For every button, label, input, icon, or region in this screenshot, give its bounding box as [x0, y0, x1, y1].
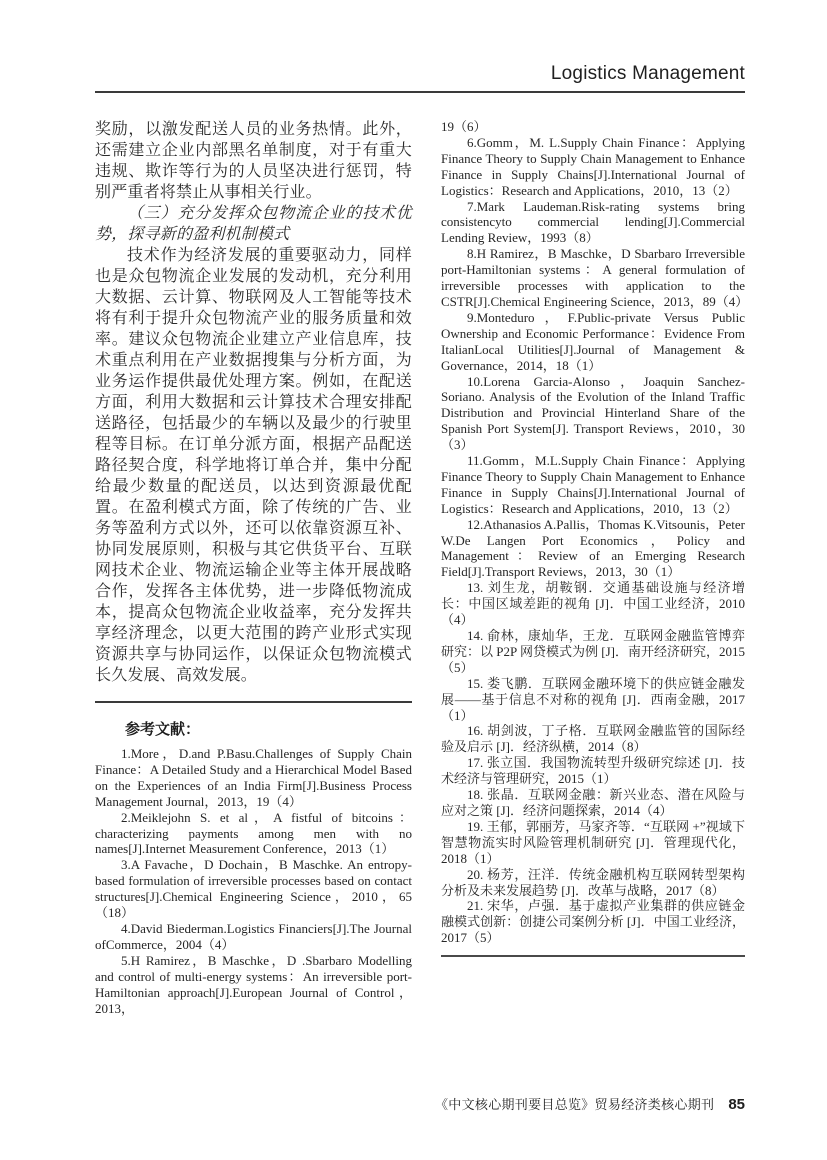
reference-item: 4.David Biederman.Logistics Financiers[J].The Journal ofCommerce，2004（4） [95, 920, 412, 952]
reference-item: 5.H Ramirez，B Maschke，D .Sbarbaro Modelling and control of multi-energy systems：An irreversible port-Hamiltonian approach[J].European Journal of Control，2013， [95, 952, 412, 1016]
journal-index-note: 《中文核心期刊要目总览》贸易经济类核心期刊 [435, 1097, 715, 1112]
left-column [95, 119, 412, 1016]
reference-item: 13. 刘生龙，胡鞍钢．交通基础设施与经济增长：中国区域差距的视角 [J]．中国工业经济，2010（4） [441, 580, 745, 628]
reference-item: 12.Athanasios A.Pallis，Thomas K.Vitsounis，Peter W.De Langen Port Economics，Policy and Management：Review of an Emerging Research Field[J].Transport Reviews，2013，30（1） [441, 516, 745, 580]
running-head-title: Logistics Management [550, 63, 745, 84]
reference-item: 10.Lorena Garcia-Alonso，Joaquin Sanchez-Soriano. Analysis of the Evolution of the Inland Traffic Distribution and Provincial Hinterland Share of the Spanish Port System[J]. Transport Reviews，2010，30（3） [441, 373, 745, 453]
reference-item: 14. 俞林，康灿华，王龙．互联网金融监管博弈研究：以 P2P 网贷模式为例 [J]．南开经济研究，2015（5） [441, 628, 745, 675]
body-paragraph: 技术作为经济发展的重要驱动力，同样也是众包物流企业发展的发动机，充分利用大数据、云计算、物联网及人工智能等技术将有利于提升众包物流产业的服务质量和效率。建议众包物流企业建立产业信息库，技术重点利用在产业数据搜集与分析方面，为业务运作提供最优处理方案。例如，在配送方面，利用大数据和云计算技术合理安排配送路径，包括最少的车辆以及最少的行驶里程等目标。在订单分派方面，根据产品配送路径契合度，科学地将订单合并，集中分配给最少数量的配送员，以达到资源最优配置。在盈利模式方面，除了传统的广告、业务等盈利方式以外，还可以依靠资源互补、协同发展原则，积极与其它供货平台、互联网技术企业、物流运输企业等主体开展战略合作，发挥各主体优势，进一步降低物流成本，提高众包物流企业收益率，充分发挥共享经济理念，以更大范围的跨产业形式实现资源共享与协同运作，以保证众包物流模式长久发展、高效发展。 [95, 247, 412, 684]
reference-item: 17. 张立国．我国物流转型升级研究综述 [J]．技术经济与管理研究，2015（1） [441, 755, 745, 787]
reference-item: 15. 娄飞鹏．互联网金融环境下的供应链金融发展——基于信息不对称的视角 [J]．西南金融，2017（1） [441, 675, 745, 723]
reference-item: 7.Mark Laudeman.Risk-rating systems bring consistencyto commercial lending[J].Commercial Lending Review，1993（8） [441, 198, 745, 246]
reference-item: 16. 胡剑波，丁子格．互联网金融监管的国际经验及启示 [J]．经济纵横，2014（8） [441, 723, 745, 755]
two-column-layout [95, 119, 749, 1016]
reference-item: 20. 杨芳，汪洋．传统金融机构互联网转型架构分析及未来发展趋势 [J]．改革与战略，2017（8） [441, 866, 745, 898]
references-title: 参考文献： [125, 721, 201, 738]
reference-item: 1.More，D.and P.Basu.Challenges of Supply Chain Finance：A Detailed Study and a Hierarchical Model Based on the Experiences of an India Firm[J].Business Process Management Journal，2013，19（4） [95, 746, 412, 809]
reference-item: 19. 王郁，郭丽芳，马家齐等．“互联网 +”视域下智慧物流实时风险管理机制研究 [J]．管理现代化，2018（1） [441, 818, 745, 866]
page-footer [435, 1094, 745, 1113]
reference-item: 11.Gomm，M.L.Supply Chain Finance：Applying Finance Theory to Supply Chain Management to Enhance Finance in Supply Chains[J].International Journal of Logistics：Research and Applications，2010，13（2） [441, 453, 745, 516]
reference-item: 21. 宋华，卢强．基于虚拟产业集群的供应链金融模式创新：创捷公司案例分析 [J]．中国工业经济，2017（5） [441, 898, 745, 946]
reference-item: 3.A Favache，D Dochain，B Maschke. An entropy-based formulation of irreversible processes based on contact structures[J].Chemical Engineering Science，2010，65（18） [95, 857, 412, 921]
body-paragraph: 奖励，以激发配送人员的业务热情。此外，还需建立企业内部黑名单制度，对于有重大违规、欺诈等行为的人员坚决进行惩罚，特别严重者将禁止从事相关行业。 [95, 121, 412, 201]
reference-item: 9.Monteduro，F.Public-private Versus Public Ownership and Economic Performance：Evidence From ItalianLocal Utilities[J].Journal of Management & Governance，2014，18（1） [441, 309, 745, 373]
references-divider [95, 701, 412, 703]
reference-item: 8.H Ramirez，B Maschke，D Sbarbaro Irreversible port-Hamiltonian systems：A general formulation of irreversible processes with application to the CSTR[J].Chemical Engineering Science，2013，89（4） [441, 246, 749, 309]
reference-item: 18. 张晶．互联网金融：新兴业态、潜在风险与应对之策 [J]．经济问题探索，2014（4） [441, 787, 745, 818]
reference-continuation: 19（6） [441, 119, 487, 134]
right-column [441, 119, 749, 1016]
section-sub-heading: （三）充分发挥众包物流企业的技术优势，探寻新的盈利机制模式 [95, 205, 412, 243]
reference-item: 2.Meiklejohn S. et al，A fistful of bitcoins：characterizing payments among men with no names[J].Internet Measurement Conference，2013（1） [95, 809, 412, 857]
page-header [95, 63, 745, 93]
reference-item: 6.Gomm，M. L.Supply Chain Finance：Applying Finance Theory to Supply Chain Management to Enhance Finance in Supply Chains[J].International Journal of Logistics：Research and Applications，2010，13（2） [441, 134, 745, 198]
page-content [95, 0, 749, 1016]
page-number: 85 [728, 1096, 745, 1113]
article-end-divider [441, 955, 745, 957]
